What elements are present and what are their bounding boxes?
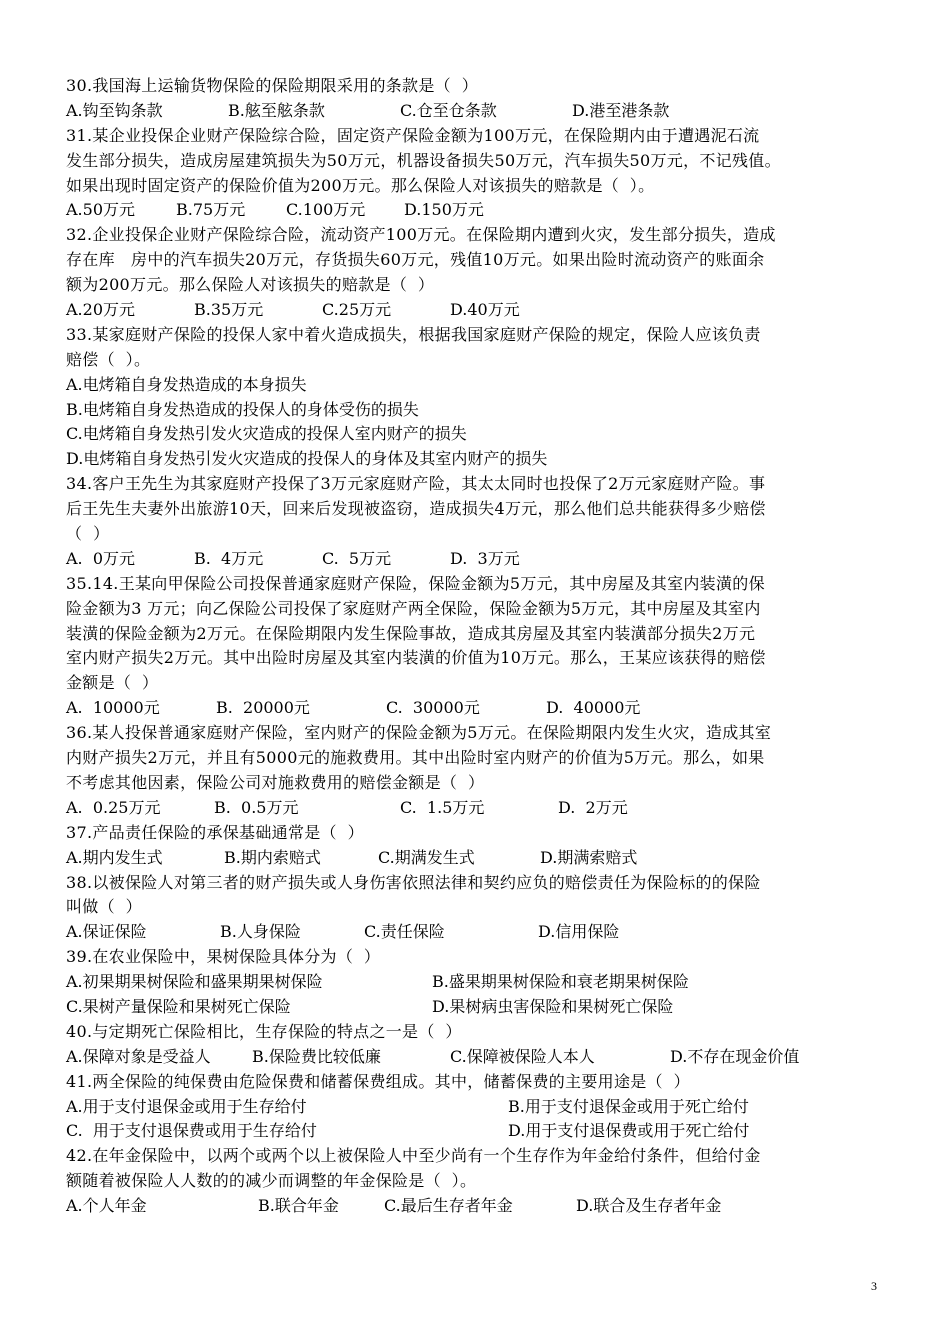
option-d: D.联合及生存者年金 (576, 1196, 722, 1216)
options-row (66, 1119, 886, 1144)
question-text: 34.客户王先生为其家庭财产投保了3万元家庭财产险，其太太同时也投保了2万元家庭财产险。事 (66, 474, 766, 494)
question-text: 41.两全保险的纯保费由危险保费和储蓄保费组成。其中，储蓄保费的主要用途是（ ） (66, 1071, 690, 1091)
option-a: A.初果期果树保险和盛果期果树保险 (66, 972, 323, 992)
question-37 (66, 821, 886, 871)
options-row (66, 696, 886, 721)
option-c: C.果树产量保险和果树死亡保险 (66, 996, 291, 1016)
question-39 (66, 945, 886, 1020)
option-b: B.联合年金 (258, 1196, 339, 1216)
option-a: A. 0万元 (66, 548, 135, 568)
option-c: C. 用于支付退保费或用于生存给付 (66, 1121, 317, 1141)
question-text: 40.与定期死亡保险相比，生存保险的特点之一是（ ） (66, 1021, 462, 1041)
option-b: B.用于支付退保金或用于死亡给付 (508, 1096, 749, 1116)
question-text: 33.某家庭财产保险的投保人家中着火造成损失，根据我国家庭财产保险的规定，保险人应该负责 (66, 324, 761, 344)
option-d: D.电烤箱自身发热引发火灾造成的投保人的身体及其室内财产的损失 (66, 449, 548, 469)
option-d: D. 3万元 (450, 548, 520, 568)
option-d: D.40万元 (450, 300, 520, 320)
question-text: 赔偿（ ）。 (66, 349, 151, 369)
option-d: D.不存在现金价值 (670, 1046, 800, 1066)
question-42 (66, 1144, 886, 1219)
option-c: C.责任保险 (364, 922, 445, 942)
options-row (66, 995, 886, 1020)
question-36 (66, 721, 886, 821)
question-text: 35.14.王某向甲保险公司投保普通家庭财产保险，保险金额为5万元，其中房屋及其室内装潢的保 (66, 573, 765, 593)
question-text: 室内财产损失2万元。其中出险时房屋及其室内装潢的价值为10万元。那么，王某应该获得的赔偿 (66, 648, 766, 668)
page-number: 3 (871, 1279, 877, 1293)
question-text: 装潢的保险金额为2万元。在保险期限内发生保险事故，造成其房屋及其室内装潢部分损失2万元 (66, 623, 756, 643)
question-32 (66, 223, 886, 323)
question-41 (66, 1070, 886, 1145)
options-row (66, 198, 886, 223)
option-d: D.果树病虫害保险和果树死亡保险 (432, 996, 674, 1016)
question-text: 37.产品责任保险的承保基础通常是（ ） (66, 822, 364, 842)
option-b: B.35万元 (194, 300, 264, 320)
option-c: C. 1.5万元 (400, 797, 485, 817)
option-d: D.150万元 (404, 200, 484, 220)
option-a: A.期内发生式 (66, 847, 163, 867)
option-b: B.电烤箱自身发热造成的投保人的身体受伤的损失 (66, 399, 419, 419)
option-c: C.最后生存者年金 (384, 1196, 513, 1216)
option-a: A.20万元 (66, 300, 136, 320)
option-d: D.港至港条款 (572, 100, 670, 120)
option-a: A.钩至钩条款 (66, 100, 163, 120)
question-33 (66, 323, 886, 472)
option-b: B.人身保险 (220, 922, 301, 942)
option-b: B.75万元 (176, 200, 246, 220)
question-35 (66, 572, 886, 721)
question-text: 存在库 房中的汽车损失20万元，存货损失60万元，残值10万元。如果出险时流动资产的账面余 (66, 250, 765, 270)
option-b: B.盛果期果树保险和衰老期果树保险 (432, 972, 689, 992)
question-text: 内财产损失2万元，并且有5000元的施救费用。其中出险时室内财产的价值为5万元。那么，如果 (66, 748, 765, 768)
question-text: 如果出现时固定资产的保险价值为200万元。那么保险人对该损失的赔款是（ ）。 (66, 175, 655, 195)
option-d: D.期满索赔式 (540, 847, 638, 867)
options-row (66, 920, 886, 945)
question-text: 32.企业投保企业财产保险综合险，流动资产100万元。在保险期内遭到火灾，发生部分损失，造成 (66, 225, 776, 245)
question-text: 叫做（ ） (66, 897, 142, 917)
option-d: D. 40000元 (546, 698, 641, 718)
option-b: B. 4万元 (194, 548, 264, 568)
option-c: C. 30000元 (386, 698, 480, 718)
option-d: D. 2万元 (558, 797, 628, 817)
option-a: A.用于支付退保金或用于生存给付 (66, 1096, 307, 1116)
option-a: A. 10000元 (66, 698, 160, 718)
question-text: 42.在年金保险中，以两个或两个以上被保险人中至少尚有一个生存作为年金给付条件，但给付金 (66, 1146, 761, 1166)
options-row (66, 547, 886, 572)
question-text: 发生部分损失，造成房屋建筑损失为50万元，机器设备损失50万元，汽车损失50万元，不记残值。 (66, 150, 781, 170)
exam-page (66, 74, 886, 1219)
option-b: B. 0.5万元 (214, 797, 299, 817)
option-a: A.50万元 (66, 200, 136, 220)
option-a: A.个人年金 (66, 1196, 147, 1216)
question-text: 38.以被保险人对第三者的财产损失或人身伤害依照法律和契约应负的赔偿责任为保险标的的保险 (66, 872, 761, 892)
option-b: B. 20000元 (216, 698, 310, 718)
question-30 (66, 74, 886, 124)
options-row (66, 298, 886, 323)
options-row (66, 970, 886, 995)
option-b: B.保险费比较低廉 (252, 1046, 381, 1066)
options-row (66, 1194, 886, 1219)
question-40 (66, 1020, 886, 1070)
question-text: 36.某人投保普通家庭财产保险，室内财产的保险金额为5万元。在保险期限内发生火灾，造成其室 (66, 723, 772, 743)
question-text: 险金额为3 万元；向乙保险公司投保了家庭财产两全保险，保险金额为5万元，其中房屋及其室内 (66, 598, 761, 618)
question-38 (66, 871, 886, 946)
option-a: A. 0.25万元 (66, 797, 161, 817)
option-c: C.电烤箱自身发热引发火灾造成的投保人室内财产的损失 (66, 424, 467, 444)
option-c: C.仓至仓条款 (400, 100, 497, 120)
options-row (66, 846, 886, 871)
question-text: 31.某企业投保企业财产保险综合险，固定资产保险金额为100万元，在保险期内由于遭遇泥石流 (66, 125, 760, 145)
option-c: C.100万元 (286, 200, 366, 220)
question-text: 额为200万元。那么保险人对该损失的赔款是（ ） (66, 275, 435, 295)
option-c: C.期满发生式 (378, 847, 475, 867)
options-row (66, 99, 886, 124)
question-34 (66, 472, 886, 572)
question-text: 不考虑其他因素，保险公司对施救费用的赔偿金额是（ ） (66, 772, 485, 792)
options-row (66, 1095, 886, 1120)
option-c: C.保障被保险人本人 (450, 1046, 595, 1066)
option-c: C. 5万元 (322, 548, 392, 568)
options-row (66, 1045, 886, 1070)
question-text: 后王先生夫妻外出旅游10天，回来后发现被盗窃，造成损失4万元，那么他们总共能获得多少赔偿 (66, 499, 766, 519)
option-b: B.舷至舷条款 (228, 100, 325, 120)
options-row (66, 796, 886, 821)
option-a: A.保证保险 (66, 922, 147, 942)
option-c: C.25万元 (322, 300, 392, 320)
question-text: 额随着被保险人人数的的减少而调整的年金保险是（ ）。 (66, 1171, 477, 1191)
question-text: 金额是（ ） (66, 673, 159, 693)
option-a: A.保障对象是受益人 (66, 1046, 211, 1066)
question-text: 30.我国海上运输货物保险的保险期限采用的条款是（ ） (66, 76, 479, 95)
option-d: D.用于支付退保费或用于死亡给付 (508, 1121, 750, 1141)
question-text: 39.在农业保险中，果树保险具体分为（ ） (66, 947, 381, 967)
question-text: （ ） (66, 524, 110, 544)
option-d: D.信用保险 (538, 922, 620, 942)
question-31 (66, 124, 886, 224)
option-b: B.期内索赔式 (224, 847, 321, 867)
option-a: A.电烤箱自身发热造成的本身损失 (66, 374, 307, 394)
